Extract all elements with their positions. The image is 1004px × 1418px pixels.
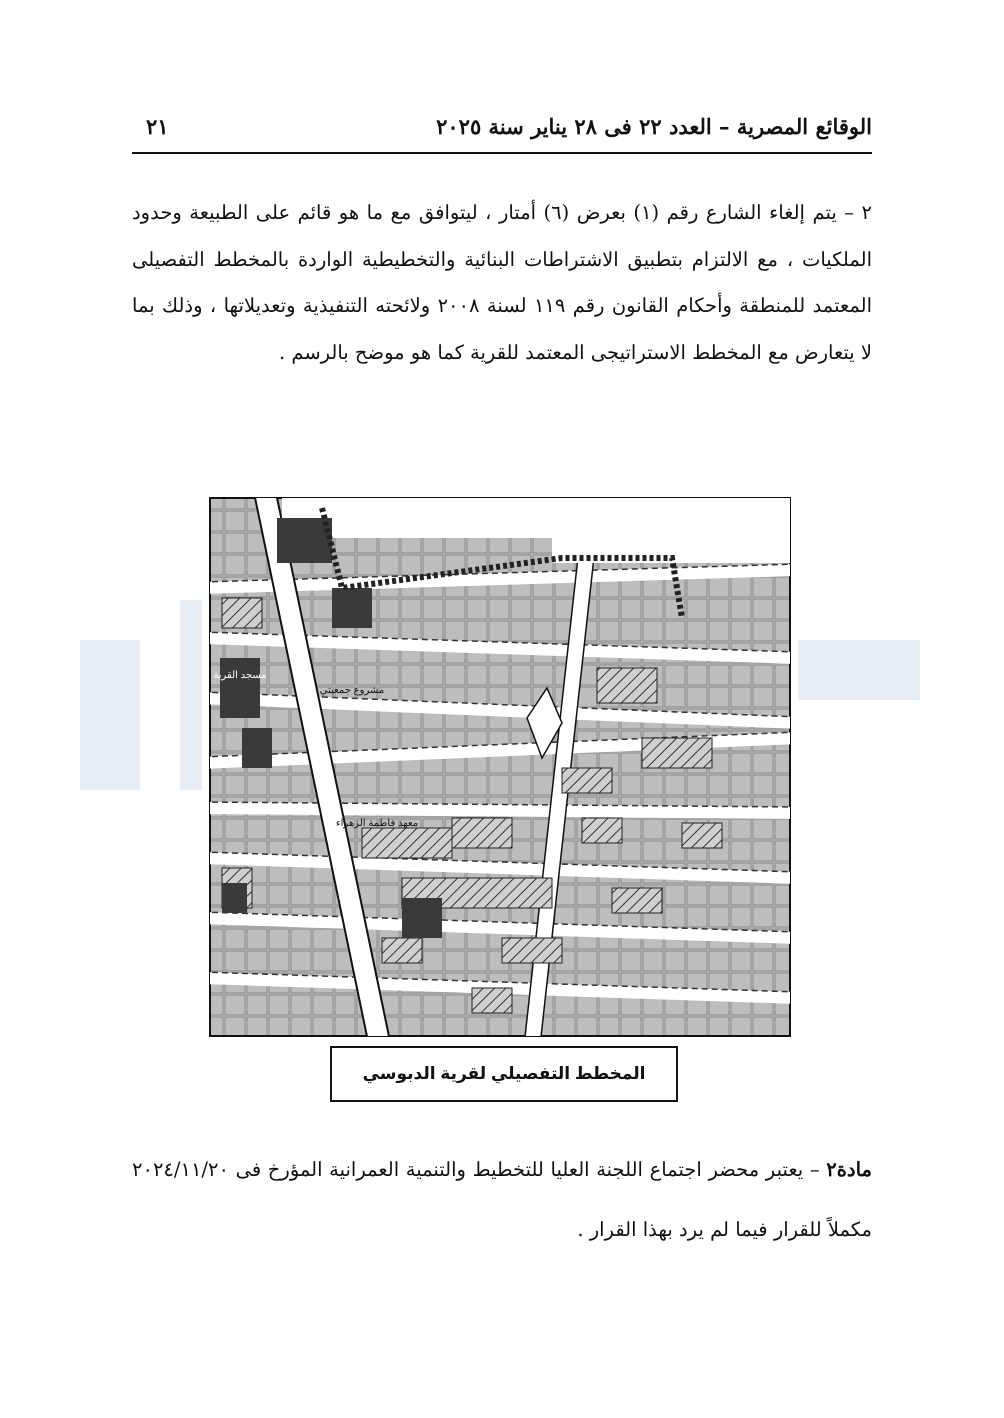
map-label-school: معهد فاطمة الزهراء: [335, 818, 419, 829]
detailed-plan-map: [202, 488, 798, 1046]
gazette-title: الوقائع المصرية – العدد ٢٢ فى ٢٨ يناير سنة ٢٠٢٥: [436, 114, 872, 139]
map-label-mosque: مسجد القرية: [213, 670, 267, 681]
article-2-label: مادة٢: [826, 1158, 872, 1181]
article-2-text: – يعتبر محضر اجتماع اللجنة العليا للتخطيط والتنمية العمرانية المؤرخ فى ٢٠٢٤/١١/٢٠ مكملاً للقرار فيما لم يرد بهذا القرار .: [132, 1158, 872, 1241]
article-2-paragraph: [132, 1140, 872, 1260]
map-caption: المخطط التفصيلي لقرية الدبوسي: [330, 1046, 678, 1102]
page-number: ٢١: [146, 114, 169, 139]
clause-2-text: ٢ – يتم إلغاء الشارع رقم (١) بعرض (٦) أمتار ، ليتوافق مع ما هو قائم على الطبيعة وحدود الملكيات ، مع الالتزام بتطبيق الاشتراطات البنائية والتخطيطية الواردة بالمخطط التفصيلى المعتمد للمنطقة وأحكام القانون رقم ١١٩ لسنة ٢٠٠٨ ولائحته التنفيذية وتعديلاتها ، وذلك بما لا يتعارض مع المخطط الاستراتيجى المعتمد للقرية كما هو موضح بالرسم .: [132, 201, 873, 364]
map-label-project: مشروع جمعيتي: [319, 685, 385, 696]
map-drawing: [202, 488, 798, 1046]
page-header: [132, 112, 872, 154]
clause-2-paragraph: [132, 190, 872, 376]
